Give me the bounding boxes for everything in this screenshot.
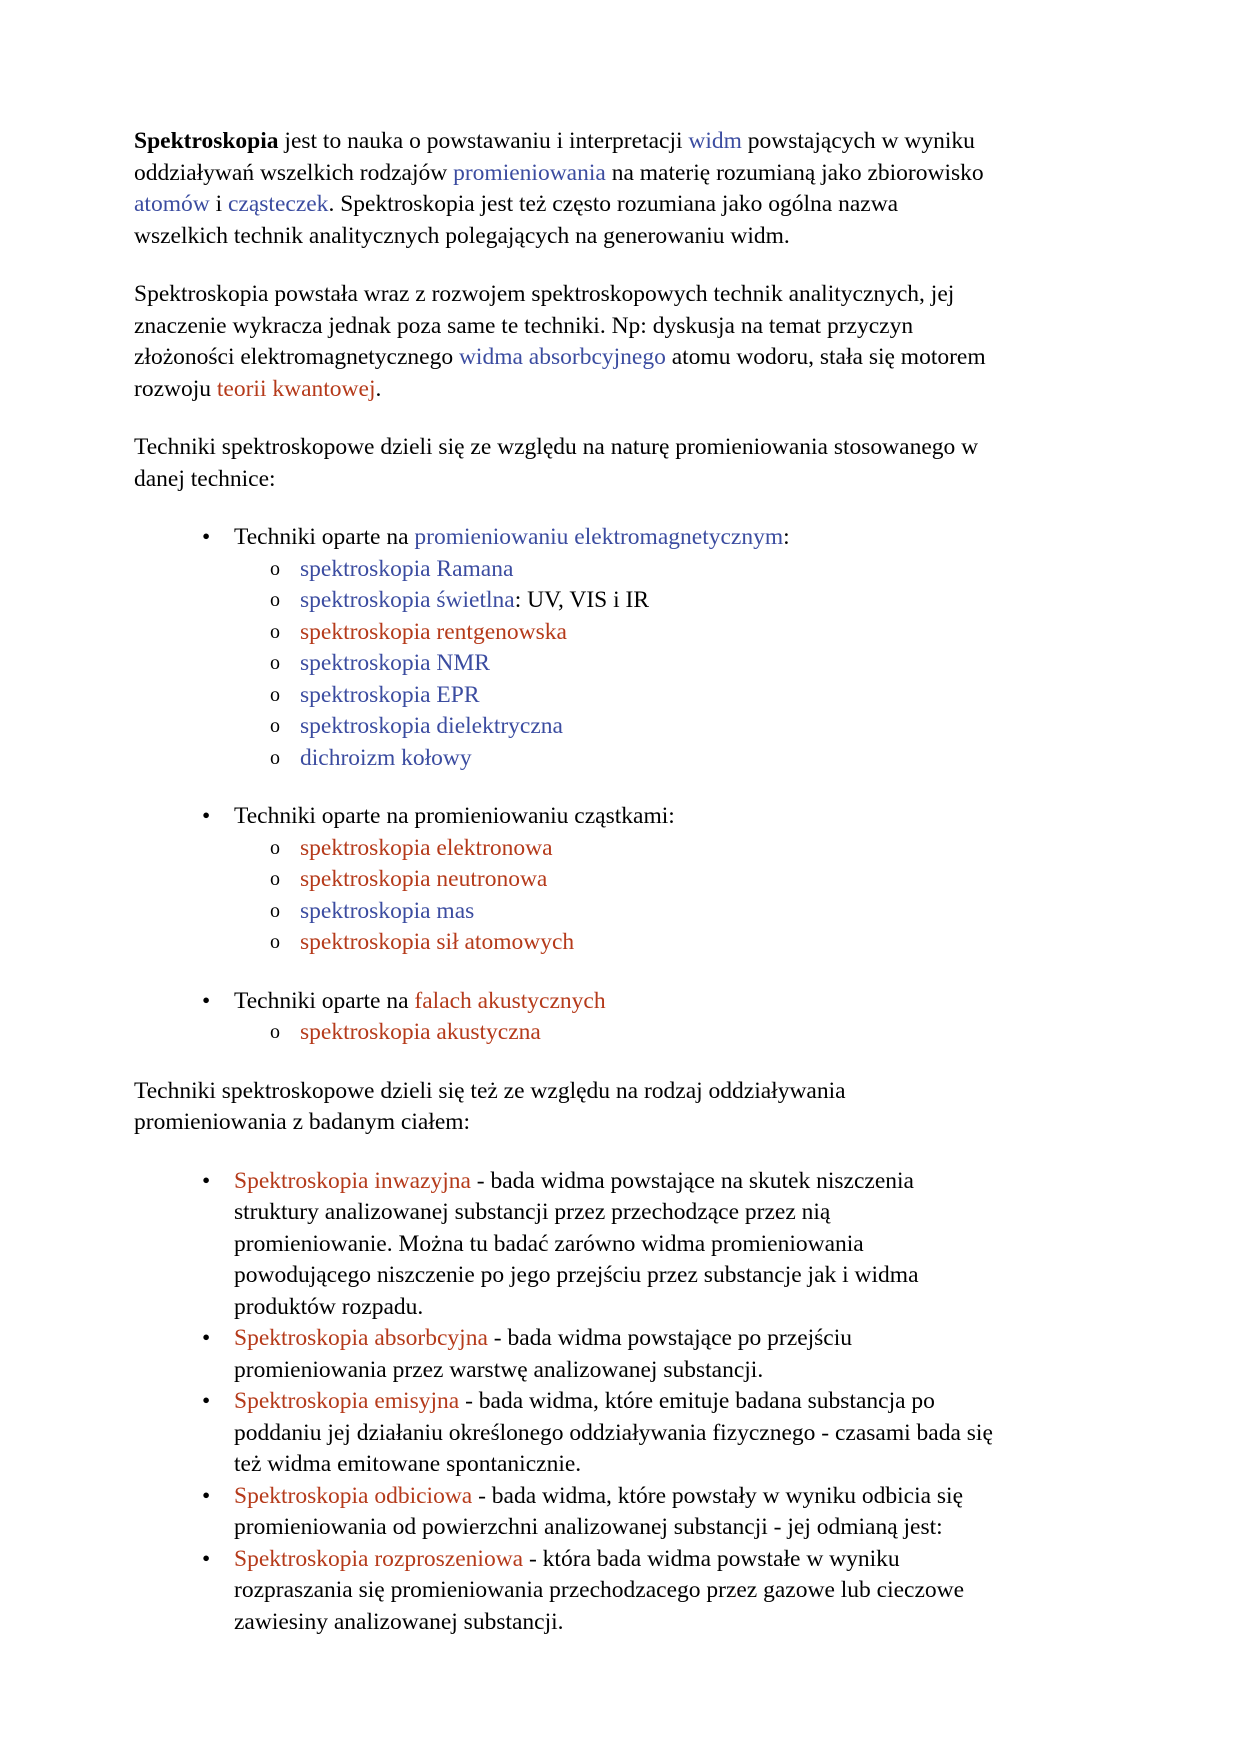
technique-groups-list: [166, 522, 994, 1049]
technique-category-item: [166, 801, 994, 959]
p1-seg10: . Spektroskopia jest też często rozumiana jako ogólna nazwa wszelkich technik analitycznych polegających na generowaniu widm.: [134, 191, 899, 249]
technique-item: [234, 927, 994, 959]
definition-item: [166, 1386, 994, 1481]
circle-bullet-icon: o: [270, 899, 280, 922]
bullet-icon: •: [202, 1545, 211, 1572]
technique-item: [234, 680, 994, 712]
category-label-link[interactable]: promieniowaniu elektromagnetycznym: [414, 524, 784, 550]
definition-term-link[interactable]: Spektroskopia inwazyjna: [234, 1167, 471, 1194]
technique-link[interactable]: spektroskopia mas: [300, 897, 475, 924]
circle-bullet-icon: o: [270, 1021, 280, 1043]
technique-sublist: [234, 1017, 994, 1049]
circle-bullet-icon: o: [270, 931, 280, 953]
bullet-icon: •: [202, 1482, 211, 1509]
category-label-link[interactable]: falach akustycznych: [414, 987, 606, 1014]
technique-item: [234, 648, 994, 680]
paragraph-definition: [134, 126, 994, 252]
technique-link[interactable]: spektroskopia EPR: [300, 681, 480, 708]
definition-list: [166, 1166, 994, 1639]
technique-link[interactable]: spektroskopia neutronowa: [300, 866, 548, 892]
definition-body: - która bada widma powstałe w wyniku rozpraszania się promieniowania przechodzacego przez gazowe lub cieczowe zawiesiny analizowanej substancji.: [234, 1545, 965, 1635]
technique-item: [234, 833, 994, 865]
definition-body: - bada widma, które powstały w wyniku odbicia się promieniowania od powierzchni analizowanej substancji - jej odmianą jest:: [234, 1482, 964, 1540]
p1-seg4: powstających w wyniku oddziaływań wszelkich rodzajów: [134, 128, 975, 186]
bullet-icon: •: [202, 1388, 211, 1414]
circle-bullet-icon: o: [270, 620, 280, 643]
definition-term-link[interactable]: Spektroskopia rozproszeniowa: [234, 1545, 524, 1572]
technique-category-item: [166, 986, 994, 1049]
list-spacer: [166, 774, 994, 801]
definition-item: [166, 1323, 994, 1386]
definition-item: [166, 1166, 994, 1324]
p1-seg6: na materię rozumianą jako zbiorowisko: [605, 159, 984, 186]
link-promieniowania[interactable]: promieniowania: [453, 159, 606, 186]
bullet-icon: •: [202, 524, 211, 550]
technique-link[interactable]: spektroskopia NMR: [300, 650, 490, 676]
technique-category-label: [234, 524, 790, 550]
technique-link[interactable]: dichroizm kołowy: [300, 744, 472, 771]
p1-seg2: jest to nauka o powstawaniu i interpretacji: [278, 128, 689, 154]
link-czasteczek[interactable]: cząsteczek: [228, 191, 329, 217]
paragraph-classification-intro: Techniki spektroskopowe dzieli się ze względu na naturę promieniowania stosowanego w danej technice:: [134, 434, 979, 492]
circle-bullet-icon: o: [270, 868, 280, 890]
definition-body: - bada widma, które emituje badana substancja po poddaniu jej działaniu określonego oddziaływania fizycznego - czasami bada się też widma emitowane spontanicznie.: [234, 1388, 993, 1477]
technique-item: [234, 743, 994, 775]
circle-bullet-icon: o: [270, 715, 280, 737]
technique-sublist: [234, 554, 994, 775]
link-widm[interactable]: widm: [688, 128, 742, 154]
document-body: [134, 126, 994, 1638]
circle-bullet-icon: o: [270, 836, 280, 859]
p2-seg3: atomu wodoru, stała się motorem rozwoju: [134, 344, 986, 402]
term-spektroskopia: Spektroskopia: [134, 128, 279, 154]
circle-bullet-icon: o: [270, 652, 280, 674]
technique-category-list: [166, 522, 994, 1049]
technique-category-label: [234, 803, 675, 829]
spectroscopy-definition-list: [166, 1166, 994, 1639]
bullet-icon: •: [202, 803, 211, 829]
paragraph-history: [134, 279, 994, 405]
definition-body: - bada widma powstające po przejściu promieniowania przez warstwę analizowanej substancji.: [234, 1325, 853, 1383]
technique-sublist: [234, 833, 994, 959]
category-label-prefix: Techniki oparte na: [234, 524, 415, 550]
technique-item: [234, 585, 994, 617]
technique-item-tail: : UV, VIS i IR: [514, 587, 650, 613]
definition-item: [166, 1544, 994, 1639]
bullet-icon: •: [202, 1167, 211, 1194]
definition-term-link[interactable]: Spektroskopia emisyjna: [234, 1388, 460, 1414]
technique-link[interactable]: spektroskopia świetlna: [300, 587, 515, 613]
definition-term-link[interactable]: Spektroskopia odbiciowa: [234, 1482, 473, 1509]
technique-link[interactable]: spektroskopia dielektryczna: [300, 713, 563, 739]
paragraph-interaction-intro: Techniki spektroskopowe dzieli się też ze względu na rodzaj oddziaływania promieniowania z badanym ciałem:: [134, 1077, 846, 1135]
technique-link[interactable]: spektroskopia Ramana: [300, 555, 514, 582]
definition-term-link[interactable]: Spektroskopia absorbcyjna: [234, 1325, 488, 1351]
technique-item: [234, 617, 994, 649]
technique-category-item: [166, 522, 994, 774]
category-label-prefix: Techniki oparte na: [234, 987, 415, 1014]
circle-bullet-icon: o: [270, 589, 280, 611]
technique-link[interactable]: spektroskopia rentgenowska: [300, 618, 567, 645]
p2-seg5: .: [375, 375, 382, 402]
technique-category-label: [234, 988, 606, 1014]
list-spacer: [166, 959, 994, 986]
p2-seg1: Spektroskopia powstała wraz z rozwojem spektroskopowych technik analitycznych, jej znaczenie wykracza jednak poza same te techniki. Np: dyskusja na temat przyczyn złożoności elektromagnetycznego: [134, 281, 955, 370]
category-label-prefix: Techniki oparte na promieniowaniu cząstkami:: [234, 803, 675, 829]
category-label-suffix: :: [783, 524, 790, 550]
bullet-icon: •: [202, 987, 211, 1014]
technique-item: [234, 711, 994, 743]
technique-link[interactable]: spektroskopia akustyczna: [300, 1019, 541, 1045]
technique-item: [234, 896, 994, 928]
bullet-icon: •: [202, 1325, 211, 1351]
circle-bullet-icon: o: [270, 683, 280, 706]
definition-item: [166, 1481, 994, 1544]
link-widma-absorbcyjnego[interactable]: widma absorbcyjnego: [458, 344, 666, 370]
technique-link[interactable]: spektroskopia sił atomowych: [300, 929, 575, 955]
technique-item: [234, 1017, 994, 1049]
p1-seg8: i: [209, 191, 228, 217]
circle-bullet-icon: o: [270, 746, 280, 769]
technique-item: [234, 554, 994, 586]
technique-link[interactable]: spektroskopia elektronowa: [300, 834, 553, 861]
definition-body: - bada widma powstające na skutek niszczenia struktury analizowanej substancji przez przechodzące przez nią promieniowanie. Można tu badać zarówno widma promieniowania powodującego niszczenie po jego przejściu przez substancje jak i widma produktów rozpadu.: [234, 1167, 919, 1320]
circle-bullet-icon: o: [270, 557, 280, 580]
link-atomow[interactable]: atomów: [134, 191, 210, 217]
link-teorii-kwantowej[interactable]: teorii kwantowej: [216, 375, 376, 402]
technique-item: [234, 864, 994, 896]
